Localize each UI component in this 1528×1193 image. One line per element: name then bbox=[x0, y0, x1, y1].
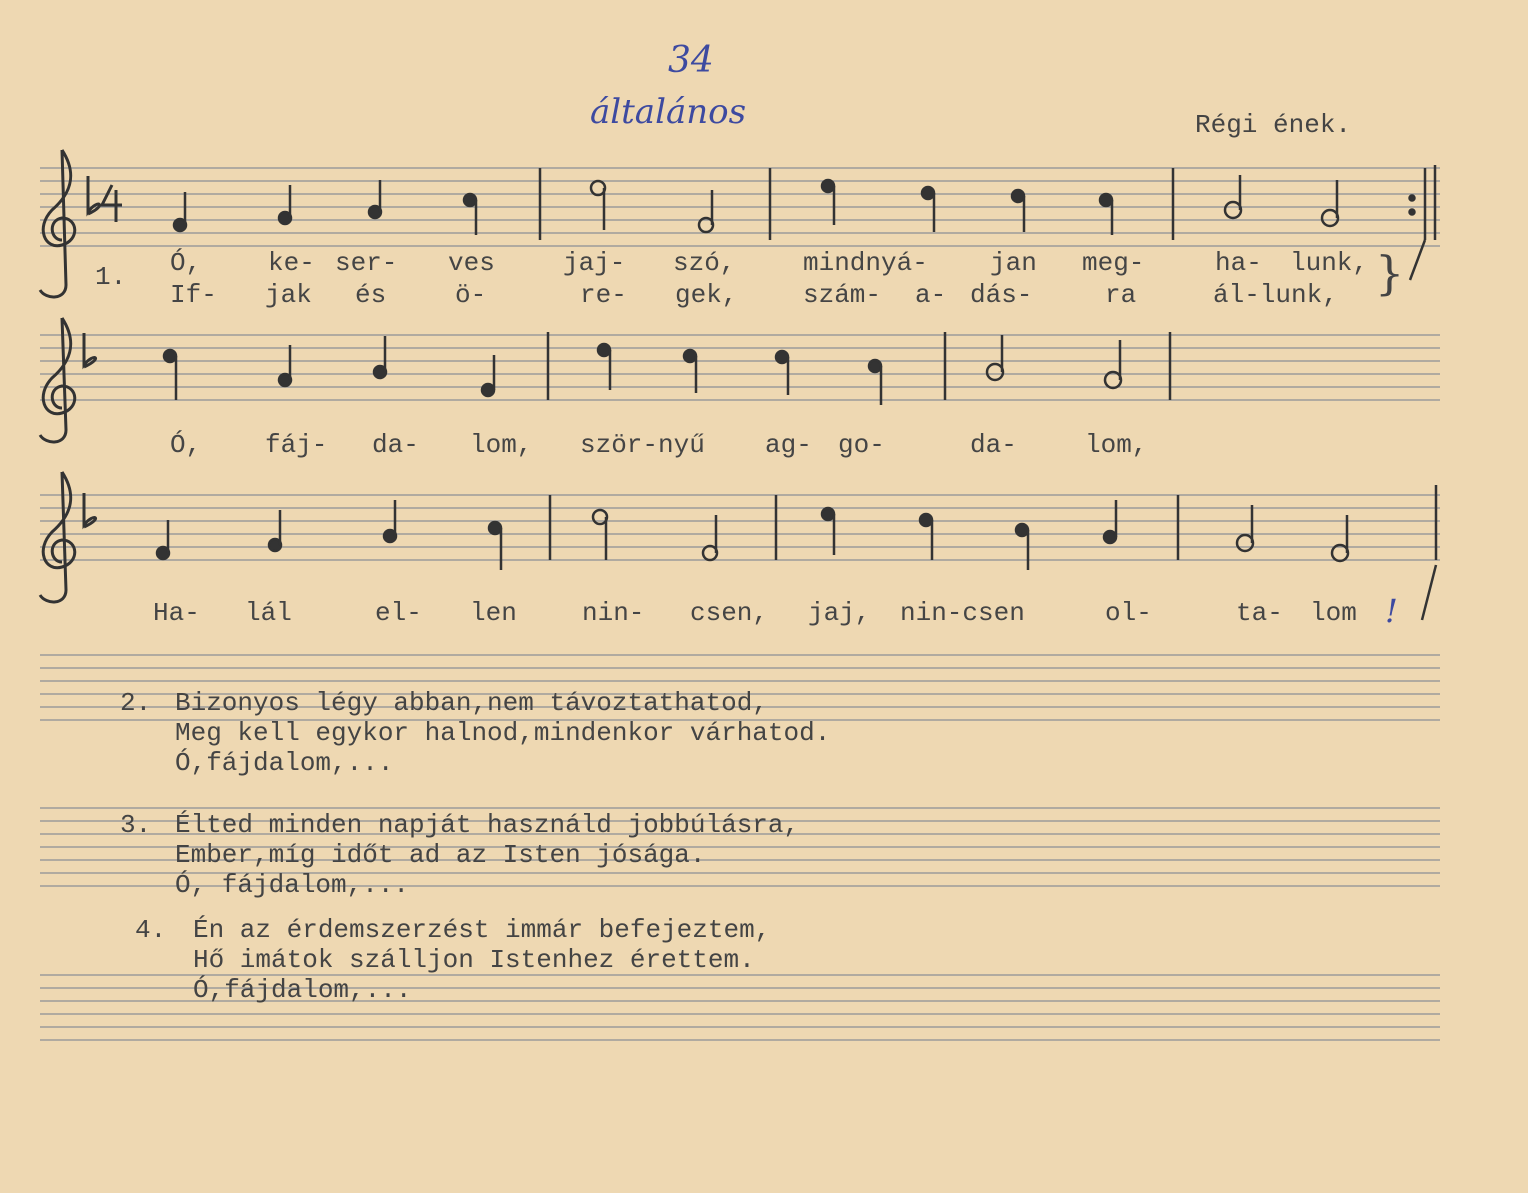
lyric: jaj, bbox=[808, 598, 871, 628]
verse-4-number: 4. bbox=[135, 915, 167, 945]
verse-line: Ember,míg időt ad az Isten jósága. bbox=[175, 840, 706, 870]
verse-line: Ó, fájdalom,... bbox=[175, 870, 410, 900]
lyric: ha- bbox=[1215, 248, 1262, 278]
repeat-marks bbox=[1410, 196, 1437, 621]
verse-line: Én az érdemszerzést immár befejeztem, bbox=[193, 915, 771, 945]
lyric: lom bbox=[1310, 598, 1357, 628]
verse-line: Élted minden napját használd jobbúlásra, bbox=[175, 810, 800, 840]
verse-2 bbox=[175, 688, 830, 778]
lyric: If- bbox=[170, 280, 217, 310]
lyric: ag- bbox=[765, 430, 812, 460]
lyric: csen, bbox=[690, 598, 769, 628]
lyric: ves bbox=[448, 248, 495, 278]
page-number: 34 bbox=[668, 40, 714, 81]
lyric: nin- bbox=[582, 598, 645, 628]
lyric: gek, bbox=[675, 280, 738, 310]
verse-2-number: 2. bbox=[120, 688, 152, 718]
category-note: általános bbox=[590, 92, 747, 132]
exclamation-mark: ! bbox=[1385, 592, 1398, 630]
lyric: meg- bbox=[1082, 248, 1145, 278]
verse-4 bbox=[193, 915, 770, 1005]
verse-3 bbox=[175, 810, 799, 900]
lyric: Ha- bbox=[153, 598, 200, 628]
lyric: ö- bbox=[455, 280, 487, 310]
lyric: ször-nyű bbox=[580, 430, 705, 460]
lyric: lom, bbox=[1085, 430, 1148, 460]
lyric: szó, bbox=[673, 248, 736, 278]
notes-staff-1 bbox=[174, 175, 1338, 235]
lyric: go- bbox=[838, 430, 885, 460]
lyric: ser- bbox=[335, 248, 398, 278]
bar-lines bbox=[540, 165, 1436, 560]
lyric: re- bbox=[580, 280, 627, 310]
lyric: el- bbox=[375, 598, 422, 628]
lyric: fáj- bbox=[265, 430, 328, 460]
lyric: ol- bbox=[1105, 598, 1152, 628]
lyric: da- bbox=[372, 430, 419, 460]
verse-1-number: 1. bbox=[95, 262, 127, 292]
verse-line: Meg kell egykor halnod,mindenkor várhatod. bbox=[175, 718, 831, 748]
verse-line: Ó,fájdalom,... bbox=[193, 975, 412, 1005]
lyric: lom, bbox=[470, 430, 533, 460]
lyric: Ó, bbox=[170, 430, 202, 460]
brace-icon: } bbox=[1375, 246, 1405, 300]
verse-line: Hő imátok szálljon Istenhez érettem. bbox=[193, 945, 755, 975]
lyric: szám- bbox=[803, 280, 882, 310]
lyric: ta- bbox=[1236, 598, 1283, 628]
lyric: ke- bbox=[268, 248, 315, 278]
lyric: a- bbox=[915, 280, 947, 310]
flat-key-signature bbox=[84, 176, 122, 527]
verse-3-number: 3. bbox=[120, 810, 152, 840]
lyric: jaj- bbox=[563, 248, 626, 278]
lyric: ál-lunk, bbox=[1213, 280, 1338, 310]
lyric: ra bbox=[1105, 280, 1137, 310]
lyric: dás- bbox=[970, 280, 1033, 310]
lyric: len bbox=[470, 598, 517, 628]
lyric: nin-csen bbox=[900, 598, 1025, 628]
lyric: lál bbox=[245, 598, 292, 628]
source-label: Régi ének. bbox=[1195, 110, 1352, 140]
lyric: da- bbox=[970, 430, 1017, 460]
lyric: Ó, bbox=[170, 248, 202, 278]
lyric: jan bbox=[990, 248, 1037, 278]
lyric: jak bbox=[265, 280, 312, 310]
verse-line: Ó,fájdalom,... bbox=[175, 748, 394, 778]
lyric: és bbox=[355, 280, 387, 310]
verse-line: Bizonyos légy abban,nem távoztathatod, bbox=[175, 688, 768, 718]
notes-staff-2 bbox=[164, 335, 1121, 405]
lyric: mindnyá- bbox=[803, 248, 928, 278]
lyric: lunk, bbox=[1290, 248, 1369, 278]
